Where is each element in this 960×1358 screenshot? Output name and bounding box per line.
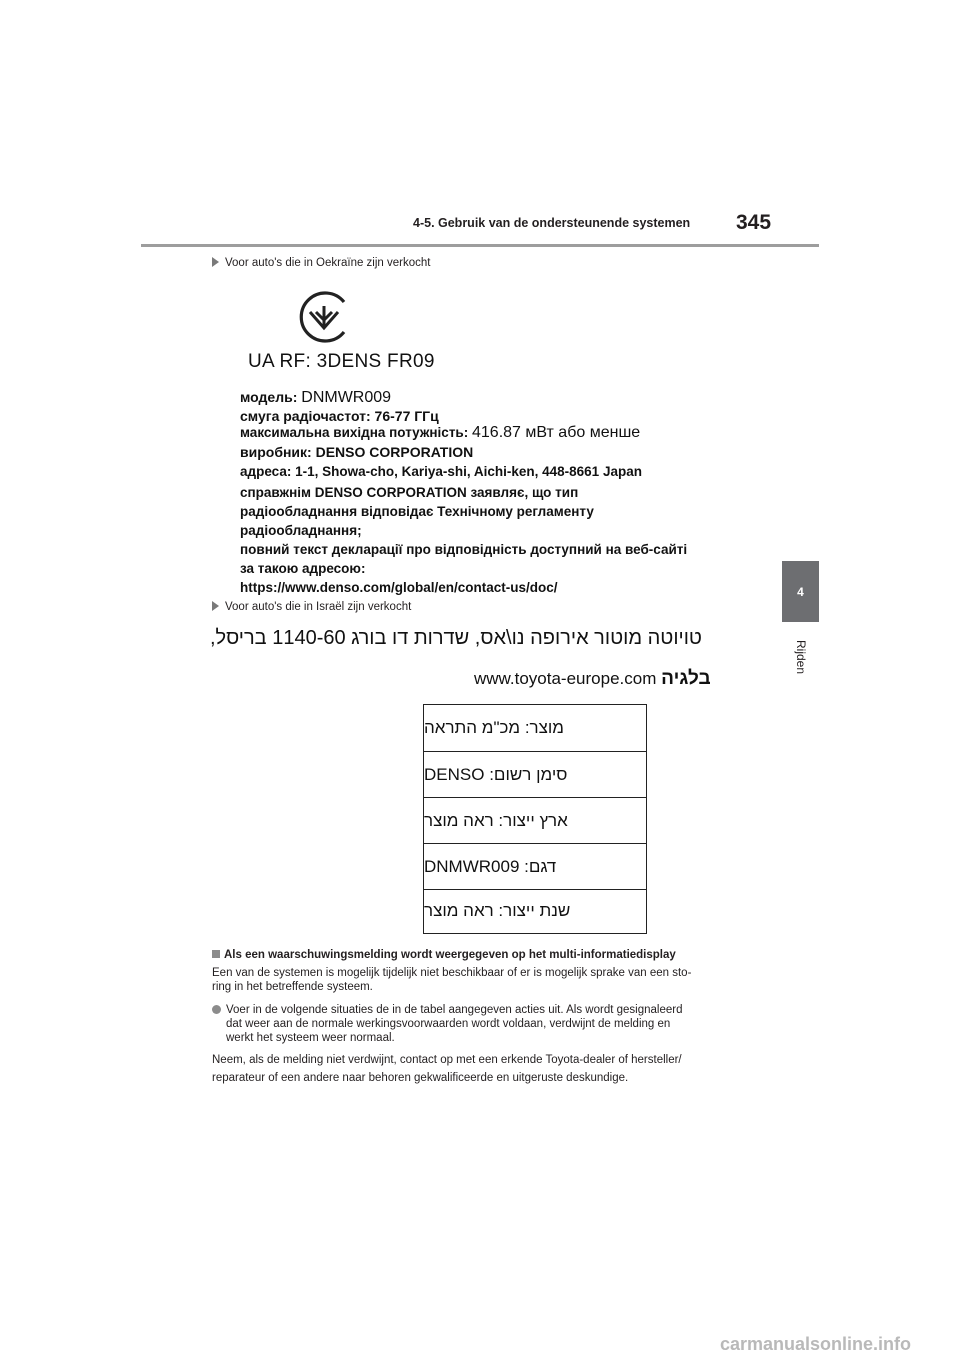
section-title: 4-5. Gebruik van de ondersteunende systemen	[413, 216, 691, 230]
table-row: ארץ ייצור: ראה מוצר	[424, 797, 646, 843]
chapter-tab[interactable]	[782, 561, 819, 622]
ua-maker: виробник: DENSO CORPORATION	[240, 444, 474, 460]
israel-intro: Voor auto's die in Israël zijn verkocht	[212, 600, 411, 614]
table-row: סימן רשום: DENSO	[424, 751, 646, 797]
warning-bullet: Voer in de volgende situaties de in de tabel aangegeven acties uit. Als wordt gesignaleerd dat weer aan de normale werkingsvoorwaarden wordt voldaan, verdwijnt de melding en werkt het systeem weer normaal.	[212, 1003, 682, 1045]
table-row: מוצר: מכ"מ התראה	[424, 718, 564, 737]
ua-url: https://www.denso.com/global/en/contact-us/doc/	[240, 580, 558, 595]
ua-declaration-4: повний текст декларації про відповідність доступний на веб-сайті	[240, 542, 688, 557]
ua-declaration-3: радіообладнання;	[240, 523, 362, 538]
ua-power: максимальна вихідна потужність: 416.87 мВт або менше	[240, 424, 641, 441]
ua-model: модель: DNMWR009	[240, 389, 392, 406]
ua-declaration-1: справжнім DENSO CORPORATION заявляє, що тип	[240, 485, 579, 500]
triangle-bullet-icon	[212, 257, 219, 267]
table-row: שנת ייצור: ראה מוצר	[424, 889, 646, 932]
ua-declaration-2: радіообладнання відповідає Технічному регламенту	[240, 504, 594, 519]
watermark: carmanualsonline.info	[720, 1334, 912, 1354]
chapter-title: Rijden	[794, 639, 808, 675]
header-divider	[141, 244, 819, 247]
ukraine-conformity-mark-icon	[296, 290, 352, 344]
israel-label-table	[423, 704, 647, 934]
triangle-bullet-icon	[212, 601, 219, 611]
page-number: 345	[736, 211, 772, 234]
ua-rf-code: UA RF: 3DENS FR09	[248, 351, 435, 372]
ua-address: адреса: 1-1, Showa-cho, Kariya-shi, Aichi-ken, 448-8661 Japan	[240, 464, 642, 479]
warning-heading: Als een waarschuwingsmelding wordt weergegeven op het multi-informatiedisplay	[212, 948, 676, 962]
dealer-paragraph: Neem, als de melding niet verdwijnt, contact op met een erkende Toyota-dealer of hersteller/ reparateur of een andere naar behoren gekwalificeerde en uitgeruste deskundige.	[212, 1054, 682, 1084]
ua-band: смуга радіочастот: 76-77 ГГц	[240, 408, 439, 424]
israel-website-line	[474, 668, 711, 690]
chapter-number: 4	[797, 584, 804, 599]
ukraine-intro: Voor auto's die in Oekraïne zijn verkocht	[212, 256, 430, 270]
table-row: דגם: DNMWR009	[424, 843, 646, 889]
circle-bullet-icon	[212, 1005, 221, 1014]
israel-url: www.toyota-europe.com	[474, 669, 657, 688]
square-bullet-icon	[212, 950, 220, 958]
israel-country: בלגיה	[661, 668, 711, 689]
ua-declaration-5: за такою адресою:	[240, 561, 366, 576]
warning-paragraph: Een van de systemen is mogelijk tijdelijk niet beschikbaar of er is mogelijk sprake van een sto- ring in het betreffende systeem.	[212, 967, 692, 993]
israel-importer-line: טויוטה מוטור אירופה נו\אס, שדרות דו בורג 1140-60 בריסל,	[209, 627, 702, 649]
